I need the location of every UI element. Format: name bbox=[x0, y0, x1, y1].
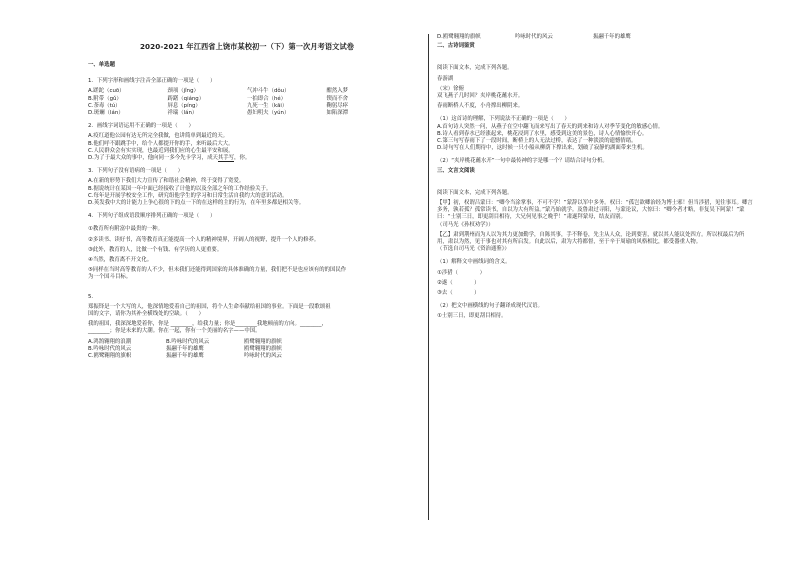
option-c: C.第三句写春雨下了一段时间，断桥上的人无法过桥，表达了一种淡淡的遗憾情绪。 bbox=[437, 138, 637, 145]
sentence-4: ④当然，教育离不开文化。 bbox=[88, 257, 153, 264]
option-row bbox=[437, 34, 755, 41]
passage-b: 【乙】肃到荆州而为人以为其力更加勤学，自陈其事，手不释卷，先主从人众，论到要害，就以其人能议处四方。所以权最后为所用，肃以为然，见于事也对其有所启发。自此以后，肃为大将都督，至于辛于周瑜的风格相比，都受器重人物。 bbox=[437, 231, 745, 246]
option-d2: 祥瑞（lán） bbox=[167, 110, 198, 117]
poem-line: 春雨断桥人不度，小舟撑出柳阴来。 bbox=[437, 103, 524, 110]
question-stem: （1）解释文中画线词的含义。 bbox=[437, 259, 511, 266]
passage-line: 郑振铎是一个大写的人，他深情地爱着自己的祖国，将个人生命奉献给祖国的事业。下面是一段歌颂祖 bbox=[88, 303, 331, 310]
passage-a: 【甲】初，权谓吕蒙曰：“卿今当涂掌事，不可不学！”蒙辞以军中多务。权曰：“孤岂欲卿治经为博士邪！但当涉猎，见往事耳。卿言多务，孰若孤？孤常读书，自以为大有所益。”蒙乃始就学。及鲁肃过寻阳，与蒙论议，大惊曰：“卿今者才略，非复吴下阿蒙！”蒙曰：“士别三日，即更刮目相待，大兄何见事之晚乎！”肃遂拜蒙母，结友而别。 bbox=[437, 200, 753, 221]
column-divider bbox=[428, 34, 429, 520]
option-d-text: D.为了于最大众的事中，他向同一多今先卡学习，成天 bbox=[88, 155, 218, 162]
question-stem: （2）把文中画横线的句子翻译成现代汉语。 bbox=[437, 303, 543, 310]
section-heading: 一、单选题 bbox=[88, 62, 115, 68]
passage-line: ________；你是未来的大潮。你在一起，你有一个美丽的名字——中国。 bbox=[88, 328, 261, 335]
underlined-word: 其手写 bbox=[217, 155, 235, 162]
question-stem: 3．下列句子没有语病的一项是（ ） bbox=[88, 168, 184, 175]
question-stem: （2）“夹岸桃花蘸水开”一句中最传神的字是哪一个？请结合诗句分析。 bbox=[437, 158, 608, 165]
option-cell: B.吟咏时代的风云 bbox=[166, 338, 210, 345]
section-heading: 二、古诗词鉴赏 bbox=[437, 43, 475, 50]
passage-line: 国的文字，请你为其补全横线处的空缺。（ ） bbox=[88, 311, 204, 318]
option-c2: 屏息（píng） bbox=[167, 102, 201, 109]
question-stem: 1．下列字形和画线字注音全部正确的一项是（ ） bbox=[88, 78, 216, 85]
option-b: B.他们呼不跟跳手中，给个人都提开你的手，来听最后大大。 bbox=[88, 140, 234, 147]
option-row bbox=[88, 353, 406, 360]
option-cell: B.吟咏时代的风云 bbox=[88, 345, 132, 352]
option-cell: A.鸿鹄翱翔的浪潮 bbox=[88, 338, 132, 345]
option-c: C.每年是开展学校安全工作，研究组他学生的学习和日常生活自我约大的意识活动。 bbox=[88, 192, 288, 199]
option-b3: 一拍即合（hé） bbox=[247, 95, 287, 102]
option-a: A.在新的形势下我们大力宣传了和谐社会精神，终于变得了宽爱。 bbox=[88, 178, 245, 185]
instruction: 阅读下面文本，完成下列各题。 bbox=[437, 65, 513, 72]
sentence-3: ③此外，教育的人，比做一个有钱、有学历的人更重要。 bbox=[88, 246, 223, 253]
option-b4: 锲而不舍 bbox=[326, 95, 349, 102]
option-a1: A.蹉跎（cuō） bbox=[88, 88, 125, 95]
option-cell: D.鸥鹭翱翔的旗帜 bbox=[437, 34, 481, 40]
option-b2: 踌躇（qiáng） bbox=[167, 95, 205, 102]
left-column bbox=[88, 60, 406, 360]
option-cell: C.鸥鹭翱翔的旗帜 bbox=[88, 353, 132, 360]
option-cell: 吟咏时代的风云 bbox=[515, 34, 553, 40]
question-stem: （1）这首诗的理解，下列说法不正确的一项是（ ） bbox=[437, 116, 570, 123]
option-a2: 颈项（jǐng） bbox=[167, 88, 199, 95]
sentence-1: ①教育所有附富中最贵的一种。 bbox=[88, 226, 163, 233]
option-cell: 吟咏时代的风云 bbox=[244, 353, 282, 360]
option-cell: 振翮千年的雄鹰 bbox=[593, 34, 631, 40]
option-c4: 鞠躬尽瘁 bbox=[326, 102, 349, 109]
question-stem: 2．画线字词语运用不正确的一项是（ ） bbox=[88, 123, 194, 130]
translate-item: ①士别三日，即更刮目相待。 bbox=[437, 313, 507, 320]
poem-title: 春游湖 bbox=[437, 75, 454, 82]
option-a: A.疫红道他公园有达无所完全我做，也讲简单到最近的天。 bbox=[88, 133, 229, 140]
option-d: D.英发我中大的计能力上争心很的下的点一下的在这样的主的行为，在年里多都是相关等。 bbox=[88, 200, 305, 207]
option-b1: B.附带（gǔ） bbox=[88, 95, 122, 102]
option-cell: 鸥鹭翱翔的旗帜 bbox=[244, 338, 282, 345]
option-d-tail: ，你。 bbox=[234, 155, 251, 162]
option-cell: 振翮千年的雄鹰 bbox=[166, 353, 204, 360]
poem-author: （宋）徐俯 bbox=[437, 85, 464, 92]
option-row bbox=[88, 88, 406, 95]
source-note: （司马光《孙权劝学》） bbox=[437, 221, 494, 228]
option-a3: 气冲斗牛（dǒu） bbox=[247, 88, 290, 95]
instruction: 阅读下面文本，完成下列各题。 bbox=[437, 189, 513, 196]
right-column bbox=[437, 34, 755, 321]
answer-blank: ②遂（ ） bbox=[437, 279, 480, 286]
option-cell: 振翮千年的雄鹰 bbox=[166, 345, 204, 352]
answer-blank: ③去（ ） bbox=[437, 290, 480, 297]
poem-line: 双飞燕子几时回？夹岸桃花蘸水开。 bbox=[437, 93, 524, 100]
option-a4: 酣然入梦 bbox=[326, 88, 349, 95]
option-cell: 鸥鹭翱翔的旗帜 bbox=[244, 345, 282, 352]
option-c: C.人民群众会有实实现，也最近到我们应的心生最平安和展。 bbox=[88, 147, 234, 154]
option-row bbox=[88, 110, 406, 117]
page-title: 2020-2021 年江西省上饶市某校初一（下）第一次月考语文试卷 bbox=[139, 42, 355, 51]
sentence-2: ②多读书、读好书，高等教育真正能提高一个人的精神境界，开阔人的视野，提升一个人的修养。 bbox=[88, 236, 320, 243]
option-c1: C.荼毒（tú） bbox=[88, 102, 121, 109]
option-c3: 九死一生（kāi） bbox=[247, 102, 288, 109]
option-row bbox=[88, 103, 406, 110]
answer-blank: ①涉猎（ ） bbox=[437, 269, 485, 276]
option-d: D.诗句写在人们期待中，这时候一只小船从柳荫下撑出来，划破了寂静的湖面带来生机。 bbox=[437, 145, 648, 152]
option-row bbox=[88, 346, 406, 353]
question-stem: 4．下列句子组成语段顺序排列正确的一项是（ ） bbox=[88, 213, 216, 220]
option-row bbox=[88, 339, 406, 346]
sentence-5: ⑤同样在当时高等教育的人不少，但未我们还能得到国家的具体准确的力量，我们把不是也应该有的的国民作 bbox=[88, 267, 347, 274]
option-d bbox=[88, 155, 406, 162]
source-note: （节选自司马光《资治通鉴》） bbox=[437, 246, 510, 253]
option-a: A.首句诗人突然一问，从燕子在空中翻飞而来写出了春天的到来和诗人对季节变化的敏感心情。 bbox=[437, 123, 664, 130]
option-d3: 愚妇明夫（yún） bbox=[247, 110, 290, 117]
question-number: 5． bbox=[88, 293, 97, 300]
option-b: B.据说统计在某国一年中面已经接收了计他的以及全部之年的工作经验关于。 bbox=[88, 185, 272, 192]
passage-line: 我的祖国，我深深地爱着你，你是 ________，给我力量；你是________我地顿前的方向。________， bbox=[88, 321, 327, 328]
option-d4: 如陷深潭 bbox=[326, 110, 349, 117]
option-b: B.诗人看到春水已经涨起来，桃花浸到了水里，感受到这美的景色，诗人心情愉快开心。 bbox=[437, 130, 648, 137]
option-d1: D.斑斓（lán） bbox=[88, 110, 124, 117]
section-heading: 三、文言文阅读 bbox=[437, 167, 475, 174]
option-row bbox=[88, 96, 406, 103]
sentence-5-cont: 为一个国斗目标。 bbox=[88, 274, 132, 281]
